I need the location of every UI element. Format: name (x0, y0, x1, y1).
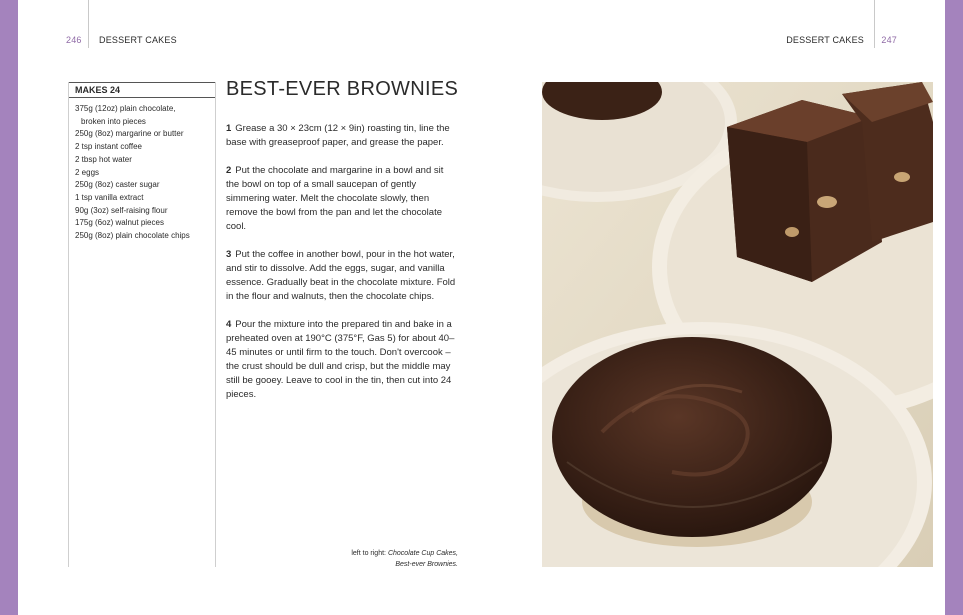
page-border-right (945, 0, 963, 615)
ingredient-item: 2 tbsp hot water (75, 154, 132, 164)
ingredient-item: 250g (8oz) caster sugar (75, 180, 160, 190)
page-border-left (0, 0, 18, 615)
step-text: Put the chocolate and margarine in a bowl and sit the bowl on top of a small saucepan of gently simmering water. Melt the chocolate slowly, then remove the bowl from the pan and let the chocolate cool. (226, 165, 444, 232)
book-spread (18, 0, 945, 615)
recipe-title: BEST-EVER BROWNIES (226, 78, 459, 100)
header-rule-right (874, 0, 875, 48)
method-step (226, 248, 456, 304)
step-text: Put the coffee in another bowl, pour in the hot water, and stir to dissolve. Add the eggs, sugar, and vanilla essence. Gradually beat in the chocolate mixture. Fold in the flour and walnuts, then the chocolate chips. (226, 249, 456, 302)
step-number: 1 (226, 123, 232, 134)
ingredients-list (69, 103, 215, 243)
caption-item-cupcakes: Chocolate Cup Cakes, (387, 550, 458, 557)
recipe-photo (542, 82, 933, 567)
method-step (226, 122, 456, 150)
ingredient-item: 175g (6oz) walnut pieces (75, 218, 164, 228)
method-step (226, 318, 456, 402)
step-number: 2 (226, 165, 232, 176)
step-number: 3 (226, 249, 232, 260)
step-text: Grease a 30 × 23cm (12 × 9in) roasting tin, line the base with greaseproof paper, and grease the paper. (226, 123, 450, 148)
ingredients-heading: MAKES 24 (69, 82, 215, 98)
ingredient-item: 90g (3oz) self-raising flour (75, 205, 168, 215)
page-number-right: 247 (881, 35, 897, 45)
method-steps (226, 122, 456, 416)
section-title-right: DESSERT CAKES (786, 35, 864, 45)
page-number-left: 246 (66, 35, 82, 45)
brownies-cupcake-illustration (542, 82, 933, 567)
ingredient-item: broken into pieces (81, 116, 146, 126)
ingredient-item: 1 tsp vanilla extract (75, 192, 144, 202)
ingredient-item: 2 tsp instant coffee (75, 142, 143, 152)
ingredient-item: 250g (8oz) plain chocolate chips (75, 231, 190, 241)
ingredients-panel (68, 82, 216, 567)
ingredient-item: 2 eggs (75, 167, 100, 177)
ingredient-item: 375g (12oz) plain chocolate, (75, 104, 176, 113)
ingredient-item: 250g (8oz) margarine or butter (75, 129, 184, 139)
step-number: 4 (226, 319, 232, 330)
section-title-left: DESSERT CAKES (99, 35, 177, 45)
caption-item-brownies: Best-ever Brownies. (395, 561, 458, 568)
step-text: Pour the mixture into the prepared tin and bake in a preheated oven at 190°C (375°F, Gas 5) for about 40–45 minutes or until firm to the touch. Don't overcook – the crust should be dull and crisp, but the middle may still be gooey. Leave to cool in the tin, then cut into 24 pieces. (226, 319, 455, 400)
caption-prefix: left to right: (351, 550, 386, 557)
photo-caption (318, 548, 458, 570)
header-rule-left (88, 0, 89, 48)
method-step (226, 164, 456, 234)
